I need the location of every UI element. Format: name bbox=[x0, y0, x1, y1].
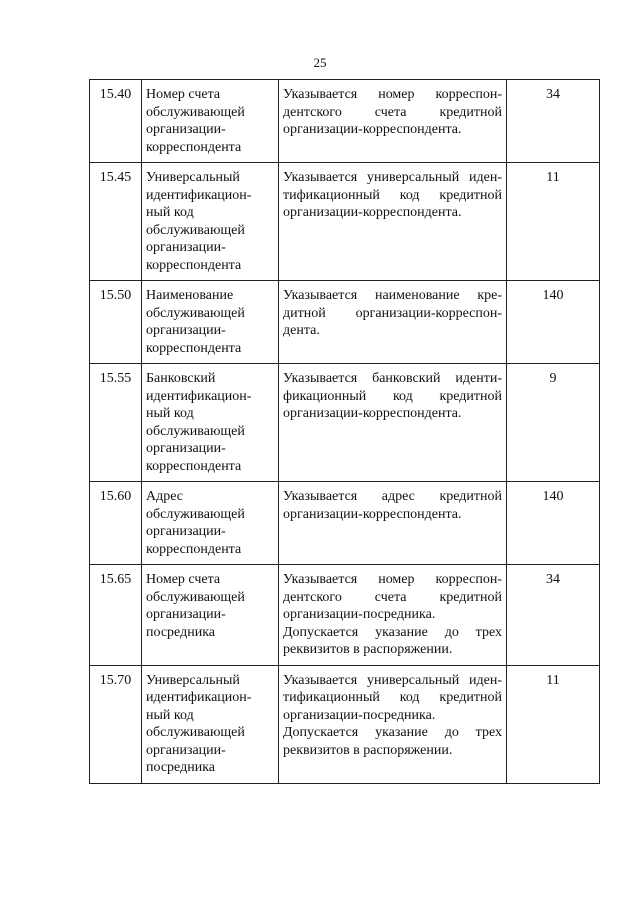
field-name-line: посредника bbox=[146, 760, 215, 775]
field-description-line: организации-корреспондента. bbox=[283, 406, 462, 421]
field-number: 15.60 bbox=[90, 482, 142, 565]
field-length: 11 bbox=[507, 665, 600, 783]
field-name-line: Адрес bbox=[146, 489, 184, 504]
field-description bbox=[279, 482, 507, 565]
field-description bbox=[279, 565, 507, 666]
field-number: 15.50 bbox=[90, 281, 142, 364]
requisites-table bbox=[89, 79, 600, 784]
field-name-line: корреспондента bbox=[146, 257, 242, 273]
field-length: 34 bbox=[507, 565, 600, 666]
field-name-line: ный код bbox=[146, 707, 194, 723]
field-name-line: обслуживающей bbox=[146, 423, 245, 439]
field-name-line: обслуживающей bbox=[146, 104, 245, 120]
field-description-line: организации-корреспондента. bbox=[283, 506, 462, 522]
field-name-line: ный код bbox=[146, 205, 194, 220]
field-description-line: дентского счета кредитной bbox=[283, 589, 502, 605]
field-name-line: посредника bbox=[146, 624, 215, 640]
table-row bbox=[90, 163, 600, 281]
table-row bbox=[90, 281, 600, 364]
field-description-line: Указывается универсальный иден- bbox=[283, 170, 502, 185]
field-name-line: обслуживающей bbox=[146, 589, 245, 605]
field-number: 15.40 bbox=[90, 80, 142, 163]
field-name bbox=[142, 163, 279, 281]
field-description-line: реквизитов в распоряжении. bbox=[283, 642, 453, 657]
table-row bbox=[90, 565, 600, 666]
field-description-line: дитной организации-корреспон- bbox=[283, 305, 502, 321]
field-description-line: Допускается указание до трех bbox=[283, 725, 502, 740]
field-description-line: Указывается универсальный иден- bbox=[283, 672, 502, 688]
field-description bbox=[279, 665, 507, 783]
field-name-line: обслуживающей bbox=[146, 222, 245, 238]
field-name-line: организации- bbox=[146, 607, 226, 622]
field-name-line: корреспондента bbox=[146, 340, 242, 356]
field-description-line: Допускается указание до трех bbox=[283, 624, 502, 640]
field-name-line: Универсальный bbox=[146, 170, 240, 185]
field-name-line: организации- bbox=[146, 122, 226, 137]
field-name-line: организации- bbox=[146, 524, 226, 539]
field-name-line: Банковский bbox=[146, 371, 216, 386]
field-description-line: организации-корреспондента. bbox=[283, 205, 462, 220]
field-name bbox=[142, 80, 279, 163]
field-name-line: Универсальный bbox=[146, 672, 240, 688]
field-description bbox=[279, 80, 507, 163]
field-name-line: Номер счета bbox=[146, 572, 221, 587]
field-description-line: тификационный код кредитной bbox=[283, 690, 502, 705]
field-name-line: Наименование bbox=[146, 288, 234, 303]
field-description bbox=[279, 364, 507, 482]
field-number: 15.70 bbox=[90, 665, 142, 783]
field-description-line: тификационный код кредитной bbox=[283, 187, 502, 203]
field-name bbox=[142, 565, 279, 666]
table-row bbox=[90, 665, 600, 783]
field-length: 140 bbox=[507, 281, 600, 364]
field-name-line: организации- bbox=[146, 742, 226, 758]
field-name-line: идентификацион- bbox=[146, 388, 252, 404]
page-number: 25 bbox=[313, 55, 327, 70]
table-row bbox=[90, 80, 600, 163]
field-description-line: дентского счета кредитной bbox=[283, 104, 502, 120]
field-length: 34 bbox=[507, 80, 600, 163]
field-name-line: организации- bbox=[146, 240, 226, 255]
field-description bbox=[279, 281, 507, 364]
field-number: 15.55 bbox=[90, 364, 142, 482]
field-name bbox=[142, 281, 279, 364]
table-body bbox=[90, 80, 600, 784]
field-description-line: Указывается банковский иденти- bbox=[283, 371, 502, 386]
field-description-line: организации-посредника. bbox=[283, 607, 436, 622]
field-name-line: корреспондента bbox=[146, 139, 242, 155]
field-description-line: Указывается номер корреспон- bbox=[283, 87, 502, 102]
field-description-line: Указывается наименование кре- bbox=[283, 288, 502, 303]
field-description-line: реквизитов в распоряжении. bbox=[283, 742, 453, 758]
field-description bbox=[279, 163, 507, 281]
field-name-line: обслуживающей bbox=[146, 725, 245, 740]
field-description-line: организации-корреспондента. bbox=[283, 122, 462, 137]
field-number: 15.65 bbox=[90, 565, 142, 666]
table-row bbox=[90, 482, 600, 565]
field-length: 9 bbox=[507, 364, 600, 482]
field-name-line: идентификацион- bbox=[146, 690, 252, 705]
field-number: 15.45 bbox=[90, 163, 142, 281]
field-name bbox=[142, 482, 279, 565]
field-name-line: корреспондента bbox=[146, 458, 242, 474]
field-description-line: дента. bbox=[283, 323, 320, 338]
field-name-line: обслуживающей bbox=[146, 305, 245, 321]
field-name bbox=[142, 665, 279, 783]
field-name bbox=[142, 364, 279, 482]
field-description-line: организации-посредника. bbox=[283, 707, 436, 723]
field-description-line: Указывается номер корреспон- bbox=[283, 572, 502, 587]
field-description-line: фикационный код кредитной bbox=[283, 388, 502, 404]
field-length: 140 bbox=[507, 482, 600, 565]
table-row bbox=[90, 364, 600, 482]
field-name-line: идентификацион- bbox=[146, 187, 252, 203]
field-name-line: Номер счета bbox=[146, 87, 221, 102]
field-name-line: организации- bbox=[146, 441, 226, 456]
field-length: 11 bbox=[507, 163, 600, 281]
field-name-line: организации- bbox=[146, 323, 226, 338]
field-description-line: Указывается адрес кредитной bbox=[283, 489, 502, 504]
field-name-line: корреспондента bbox=[146, 541, 242, 557]
field-name-line: ный код bbox=[146, 406, 194, 421]
field-name-line: обслуживающей bbox=[146, 506, 245, 522]
